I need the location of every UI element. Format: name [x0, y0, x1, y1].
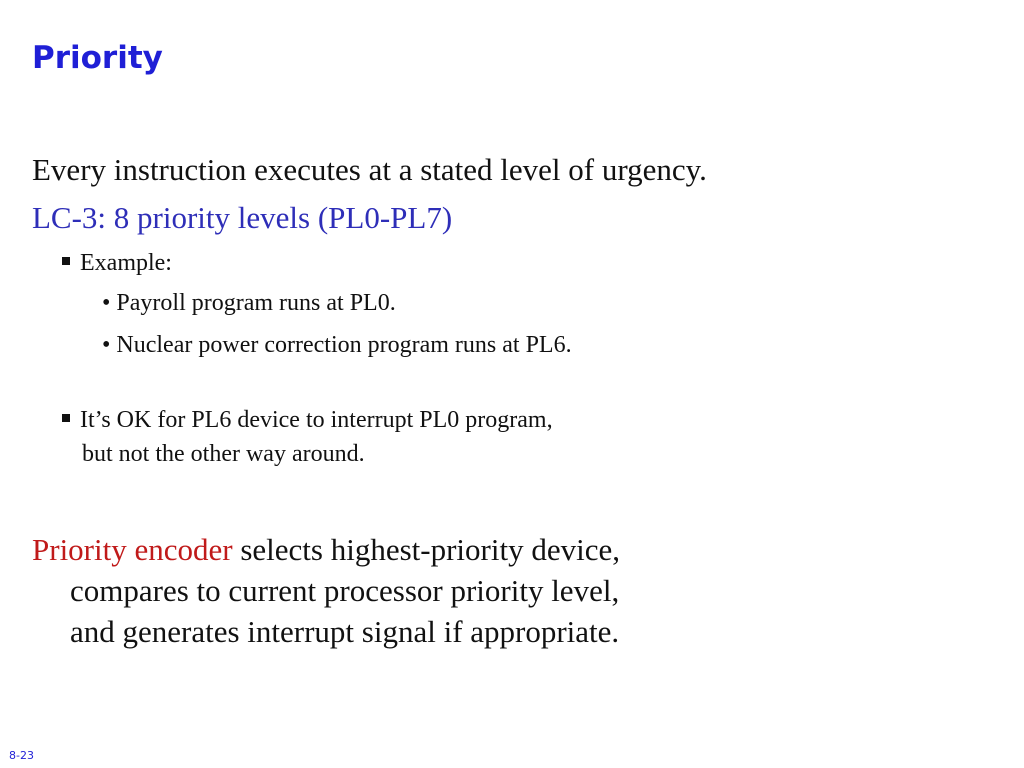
encoder-line2: compares to current processor priority level, [70, 573, 620, 608]
example-label: Example: [80, 250, 172, 276]
priority-levels-line: LC-3: 8 priority levels (PL0-PL7) [32, 200, 453, 235]
page-number: 8-23 [9, 749, 34, 762]
encoder-line3: and generates interrupt signal if appropriate. [70, 614, 620, 649]
example-item-text: Nuclear power correction program runs at PL6. [116, 332, 572, 358]
encoder-statement-rest: selects highest-priority device, [232, 532, 620, 567]
interrupt-rule-bullet [62, 404, 553, 436]
square-bullet-icon [62, 414, 70, 422]
priority-encoder-term: Priority encoder [32, 532, 233, 567]
example-item-payroll [102, 287, 396, 319]
urgency-statement: Every instruction executes at a stated level of urgency. [32, 152, 707, 187]
dot-bullet-icon: • [102, 290, 111, 316]
dot-bullet-icon: • [102, 332, 111, 358]
slide-title: Priority [32, 40, 163, 76]
square-bullet-icon [62, 257, 70, 265]
encoder-statement [32, 530, 620, 570]
interrupt-rule-line1: It’s OK for PL6 device to interrupt PL0 program, [80, 407, 553, 433]
example-bullet [62, 247, 172, 279]
interrupt-rule-line2: but not the other way around. [82, 441, 365, 467]
example-item-nuclear [102, 329, 572, 361]
example-item-text: Payroll program runs at PL0. [116, 290, 396, 316]
